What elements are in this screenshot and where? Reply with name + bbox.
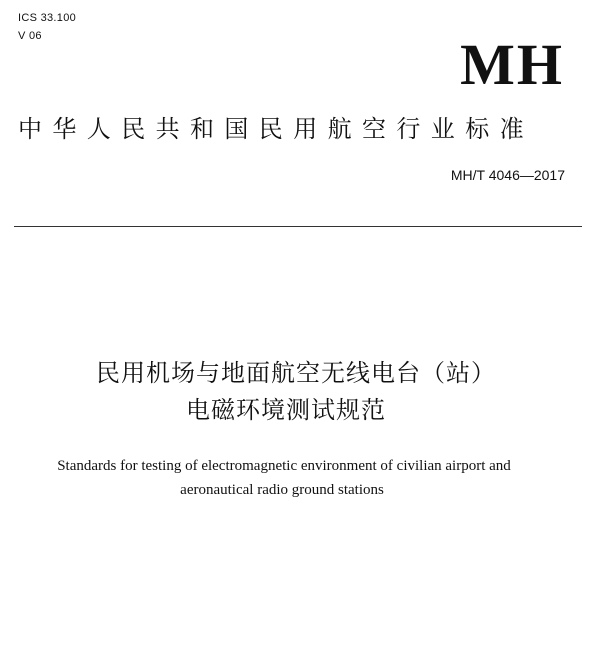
english-title-line-2: aeronautical radio ground stations	[180, 482, 384, 498]
issuing-organization-title: 中华人民共和国民用航空行业标准	[18, 115, 534, 143]
ics-code: ICS 33.100	[18, 12, 77, 24]
standard-number: MH/T 4046—2017	[450, 167, 565, 183]
classification-code: V 06	[18, 30, 42, 42]
chinese-title-line-2: 电磁环境测试规范	[186, 396, 386, 424]
chinese-title-line-1: 民用机场与地面航空无线电台（站）	[96, 359, 496, 387]
english-title-line-1: Standards for testing of electromagnetic environment of civilian airport and	[57, 458, 511, 474]
header-divider	[14, 226, 582, 227]
mh-logo: MH	[460, 32, 564, 97]
